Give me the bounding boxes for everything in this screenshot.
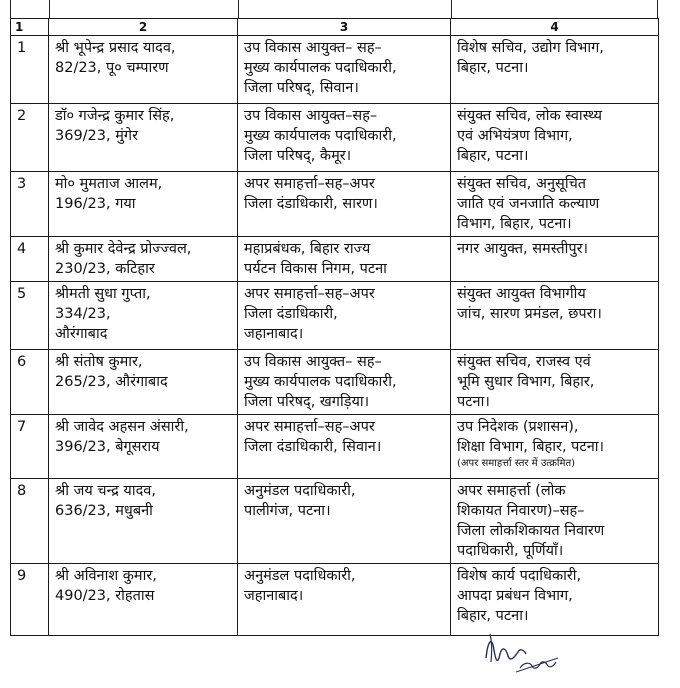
current-posting-line: पालीगंज, पटना। — [244, 503, 331, 519]
transfer-posting-table — [10, 18, 659, 636]
current-posting-line: उप विकास आयुक्त–सह– — [244, 108, 378, 124]
current-posting-line: अनुमंडल पदाधिकारी, — [244, 483, 356, 499]
current-posting-line: जहानाबाद। — [244, 326, 304, 342]
officer-name-batch-line: श्री जय चन्द्र यादव, — [55, 483, 156, 499]
officer-name-batch — [49, 564, 238, 636]
officer-name-batch-line: 396/23, बेगूसराय — [55, 439, 160, 455]
new-posting-line: पदाधिकारी, पूर्णियाँ। — [457, 543, 564, 559]
officer-name-batch-line: 490/23, रोहतास — [55, 588, 155, 604]
table-row — [11, 350, 659, 415]
officer-name-batch — [49, 36, 238, 104]
new-posting-line: उप निदेशक (प्रशासन), — [457, 419, 579, 435]
current-posting — [238, 237, 451, 282]
current-posting — [238, 479, 451, 564]
current-posting-line: अपर समाहर्त्ता–सह–अपर — [244, 176, 375, 192]
new-posting-line: जाति एवं जनजाति कल्याण — [457, 196, 600, 212]
column-divider — [49, 0, 50, 18]
column-divider — [451, 0, 452, 18]
handwritten-signature — [480, 628, 560, 678]
officer-name-batch-line: श्री कुमार देवेन्द्र प्रोज्ज्वल, — [55, 241, 192, 257]
officer-name-batch-line: 196/23, गया — [55, 196, 136, 212]
previous-table-edge — [10, 0, 658, 18]
officer-name-batch — [49, 282, 238, 350]
column-header-4: 4 — [451, 19, 659, 36]
current-posting-line: जहानाबाद। — [244, 588, 304, 604]
new-posting-line: भूमि सुधार विभाग, बिहार, — [457, 374, 595, 390]
serial-number: 6 — [11, 350, 49, 415]
new-posting-line: शिक्षा विभाग, बिहार, पटना। — [457, 439, 605, 455]
column-header-1: 1 — [11, 19, 49, 36]
new-posting-line: आपदा प्रबंधन विभाग, — [457, 588, 573, 604]
current-posting-line: अपर समाहर्त्ता–सह–अपर — [244, 419, 375, 435]
officer-name-batch-line: श्रीमती सुधा गुप्ता, — [55, 286, 151, 302]
new-posting-line: बिहार, पटना। — [457, 60, 529, 76]
new-posting — [451, 479, 659, 564]
serial-number: 2 — [11, 104, 49, 172]
serial-number: 3 — [11, 172, 49, 237]
officer-name-batch — [49, 415, 238, 479]
new-posting-line: विशेष कार्य पदाधिकारी, — [457, 568, 582, 584]
serial-number: 5 — [11, 282, 49, 350]
officer-name-batch — [49, 172, 238, 237]
new-posting-line: संयुक्त सचिव, अनुसूचित — [457, 176, 587, 192]
new-posting-line: विभाग, बिहार, पटना। — [457, 216, 572, 232]
officer-name-batch-line: मो० मुमताज आलम, — [55, 176, 163, 192]
current-posting — [238, 282, 451, 350]
table-body — [11, 36, 659, 636]
current-posting-line: अनुमंडल पदाधिकारी, — [244, 568, 356, 584]
current-posting-line: पर्यटन विकास निगम, पटना — [244, 261, 387, 277]
current-posting — [238, 415, 451, 479]
table-row — [11, 564, 659, 636]
serial-number: 7 — [11, 415, 49, 479]
new-posting-line: जांच, सारण प्रमंडल, छपरा। — [457, 306, 602, 322]
serial-number: 9 — [11, 564, 49, 636]
current-posting-line: जिला दंडाधिकारी, सिवान। — [244, 439, 382, 455]
current-posting — [238, 564, 451, 636]
current-posting-line: उप विकास आयुक्त– सह– — [244, 354, 382, 370]
serial-number: 4 — [11, 237, 49, 282]
new-posting-line: नगर आयुक्त, समस्तीपुर। — [457, 241, 589, 257]
officer-name-batch-line: श्री अविनाश कुमार, — [55, 568, 157, 584]
new-posting-line: शिकायत निवारण)–सह– — [457, 503, 585, 519]
new-posting — [451, 104, 659, 172]
officer-name-batch-line: 265/23, औरंगाबाद — [55, 374, 168, 390]
officer-name-batch-line: श्री भूपेन्द्र प्रसाद यादव, — [55, 40, 176, 56]
current-posting-line: उप विकास आयुक्त– सह– — [244, 40, 382, 56]
current-posting-line: मुख्य कार्यपालक पदाधिकारी, — [244, 128, 397, 144]
current-posting — [238, 104, 451, 172]
new-posting-line: विशेष सचिव, उद्योग विभाग, — [457, 40, 604, 56]
current-posting — [238, 350, 451, 415]
officer-name-batch-line: 334/23, — [55, 306, 111, 322]
new-posting-line: बिहार, पटना। — [457, 148, 529, 164]
new-posting — [451, 415, 659, 479]
table-row — [11, 172, 659, 237]
current-posting-line: अपर समाहर्त्ता–सह–अपर — [244, 286, 375, 302]
officer-name-batch-line: 369/23, मुंगेर — [55, 128, 138, 144]
current-posting-line: मुख्य कार्यपालक पदाधिकारी, — [244, 374, 397, 390]
officer-name-batch-line: 82/23, पू० चम्पारण — [55, 60, 169, 76]
upgrade-note: (अपर समाहर्त्ता स्तर में उत्क्रमित) — [457, 458, 576, 469]
current-posting — [238, 172, 451, 237]
new-posting-line: संयुक्त सचिव, लोक स्वास्थ्य — [457, 108, 603, 124]
new-posting — [451, 282, 659, 350]
officer-name-batch-line: 230/23, कटिहार — [55, 261, 155, 277]
new-posting — [451, 564, 659, 636]
column-header-3: 3 — [238, 19, 451, 36]
current-posting-line: जिला परिषद्, खगड़िया। — [244, 394, 370, 410]
new-posting-line: संयुक्त आयुक्त विभागीय — [457, 286, 586, 302]
new-posting — [451, 36, 659, 104]
new-posting-line: संयुक्त सचिव, राजस्व एवं — [457, 354, 591, 370]
officer-name-batch-line: श्री संतोष कुमार, — [55, 354, 143, 370]
header-row — [11, 19, 659, 36]
current-posting-line: जिला दंडाधिकारी, — [244, 306, 338, 322]
new-posting-line: एवं अभियंत्रण विभाग, — [457, 128, 573, 144]
table-row — [11, 237, 659, 282]
new-posting — [451, 350, 659, 415]
column-divider — [238, 0, 239, 18]
current-posting-line: जिला परिषद्, सिवान। — [244, 80, 359, 96]
table-row — [11, 282, 659, 350]
new-posting-line: पटना। — [457, 394, 490, 410]
current-posting-line: महाप्रबंधक, बिहार राज्य — [244, 241, 371, 257]
new-posting — [451, 237, 659, 282]
officer-name-batch — [49, 104, 238, 172]
officer-name-batch-line: 636/23, मधुबनी — [55, 503, 153, 519]
officer-name-batch-line: श्री जावेद अहसन अंसारी, — [55, 419, 189, 435]
table-row — [11, 479, 659, 564]
officer-name-batch-line: डॉ० गजेन्द्र कुमार सिंह, — [55, 108, 175, 124]
new-posting — [451, 172, 659, 237]
table-row — [11, 104, 659, 172]
column-header-2: 2 — [49, 19, 238, 36]
current-posting-line: मुख्य कार्यपालक पदाधिकारी, — [244, 60, 397, 76]
officer-name-batch — [49, 479, 238, 564]
new-posting-line: अपर समाहर्त्ता (लोक — [457, 483, 566, 499]
new-posting-line: जिला लोकशिकायत निवारण — [457, 523, 605, 539]
table-row — [11, 415, 659, 479]
officer-name-batch — [49, 237, 238, 282]
officer-name-batch — [49, 350, 238, 415]
officer-name-batch-line: औरंगाबाद — [55, 326, 108, 342]
current-posting-line: जिला दंडाधिकारी, सारण। — [244, 196, 378, 212]
serial-number: 8 — [11, 479, 49, 564]
serial-number: 1 — [11, 36, 49, 104]
current-posting-line: जिला परिषद्, कैमूर। — [244, 148, 352, 164]
table-row — [11, 36, 659, 104]
current-posting — [238, 36, 451, 104]
new-posting-line: बिहार, पटना। — [457, 608, 529, 624]
